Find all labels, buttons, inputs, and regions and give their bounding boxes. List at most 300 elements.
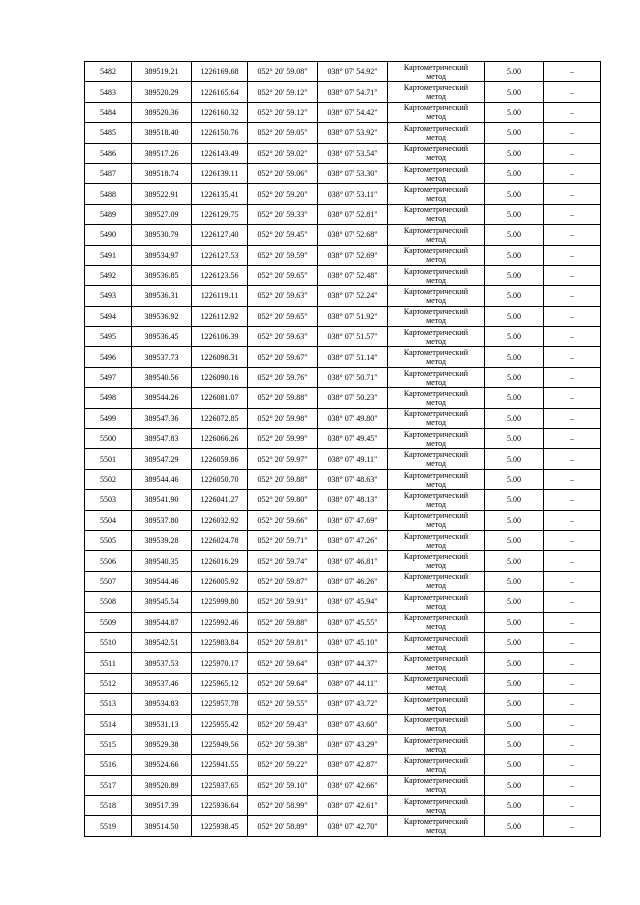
method-cell: [388, 204, 485, 224]
latitude-cell: 052° 20' 59.66": [248, 510, 318, 530]
method-line-2: метод: [426, 275, 446, 285]
longitude-cell: 038° 07' 52.68": [318, 225, 388, 245]
method-cell: [388, 388, 485, 408]
longitude-cell: 038° 07' 45.10": [318, 632, 388, 652]
x-coordinate-cell: 389545.54: [132, 592, 192, 612]
latitude-cell: 052° 20' 59.65": [248, 306, 318, 326]
point-number-cell: 5496: [85, 347, 132, 367]
point-number-cell: 5519: [85, 816, 132, 836]
method-line-1: Картометрический: [403, 62, 469, 72]
point-number-cell: 5486: [85, 143, 132, 163]
accuracy-cell: 5.00: [485, 327, 544, 347]
longitude-cell: 038° 07' 42.61": [318, 796, 388, 816]
point-number-cell: 5498: [85, 388, 132, 408]
latitude-cell: 052° 20' 59.97": [248, 449, 318, 469]
y-coordinate-cell: 1226123.56: [192, 265, 248, 285]
y-coordinate-cell: 1225937.65: [192, 775, 248, 795]
table-row: [85, 388, 601, 408]
x-coordinate-cell: 389520.36: [132, 102, 192, 122]
x-coordinate-cell: 389547.83: [132, 429, 192, 449]
note-cell: –: [544, 306, 601, 326]
method-line-1: Картометрический: [403, 103, 469, 113]
accuracy-cell: 5.00: [485, 755, 544, 775]
method-line-1: Картометрический: [403, 327, 469, 337]
longitude-cell: 038° 07' 49.11": [318, 449, 388, 469]
latitude-cell: 052° 20' 59.55": [248, 694, 318, 714]
method-line-1: Картометрический: [403, 185, 469, 195]
y-coordinate-cell: 1226119.11: [192, 286, 248, 306]
point-number-cell: 5499: [85, 408, 132, 428]
accuracy-cell: 5.00: [485, 62, 544, 82]
accuracy-cell: 5.00: [485, 694, 544, 714]
y-coordinate-cell: 1226032.92: [192, 510, 248, 530]
longitude-cell: 038° 07' 52.48": [318, 265, 388, 285]
accuracy-cell: 5.00: [485, 123, 544, 143]
method-cell: [388, 816, 485, 836]
note-cell: –: [544, 673, 601, 693]
longitude-cell: 038° 07' 49.45": [318, 429, 388, 449]
point-number-cell: 5487: [85, 163, 132, 183]
method-line-1: Картометрический: [403, 613, 469, 623]
method-line-1: Картометрический: [403, 205, 469, 215]
longitude-cell: 038° 07' 43.72": [318, 694, 388, 714]
method-line-1: Картометрический: [403, 755, 469, 765]
point-number-cell: 5489: [85, 204, 132, 224]
longitude-cell: 038° 07' 43.60": [318, 714, 388, 734]
x-coordinate-cell: 389518.74: [132, 163, 192, 183]
point-number-cell: 5513: [85, 694, 132, 714]
note-cell: –: [544, 347, 601, 367]
y-coordinate-cell: 1225983.84: [192, 632, 248, 652]
point-number-cell: 5509: [85, 612, 132, 632]
method-line-2: метод: [426, 173, 446, 183]
note-cell: –: [544, 469, 601, 489]
table-row: [85, 469, 601, 489]
table-row: [85, 592, 601, 612]
point-number-cell: 5512: [85, 673, 132, 693]
latitude-cell: 052° 20' 58.99": [248, 796, 318, 816]
x-coordinate-cell: 389520.29: [132, 82, 192, 102]
method-cell: [388, 530, 485, 550]
method-line-2: метод: [426, 663, 446, 673]
point-number-cell: 5517: [85, 775, 132, 795]
latitude-cell: 052° 20' 59.80": [248, 490, 318, 510]
latitude-cell: 052° 20' 59.63": [248, 327, 318, 347]
longitude-cell: 038° 07' 46.81": [318, 551, 388, 571]
longitude-cell: 038° 07' 44.11": [318, 673, 388, 693]
x-coordinate-cell: 389542.51: [132, 632, 192, 652]
longitude-cell: 038° 07' 51.57": [318, 327, 388, 347]
method-cell: [388, 653, 485, 673]
x-coordinate-cell: 389530.79: [132, 225, 192, 245]
table-row: [85, 184, 601, 204]
y-coordinate-cell: 1226050.70: [192, 469, 248, 489]
accuracy-cell: 5.00: [485, 551, 544, 571]
point-number-cell: 5497: [85, 367, 132, 387]
method-line-2: метод: [426, 540, 446, 550]
y-coordinate-cell: 1226016.29: [192, 551, 248, 571]
method-line-2: метод: [426, 601, 446, 611]
note-cell: –: [544, 571, 601, 591]
point-number-cell: 5488: [85, 184, 132, 204]
longitude-cell: 038° 07' 48.13": [318, 490, 388, 510]
table-row: [85, 796, 601, 816]
y-coordinate-cell: 1225992.46: [192, 612, 248, 632]
table-row: [85, 62, 601, 82]
x-coordinate-cell: 389524.66: [132, 755, 192, 775]
table-row: [85, 612, 601, 632]
method-cell: [388, 82, 485, 102]
x-coordinate-cell: 389541.90: [132, 490, 192, 510]
table-row: [85, 286, 601, 306]
method-line-1: Картометрический: [403, 368, 469, 378]
accuracy-cell: 5.00: [485, 347, 544, 367]
method-cell: [388, 225, 485, 245]
y-coordinate-cell: 1226090.16: [192, 367, 248, 387]
note-cell: –: [544, 225, 601, 245]
latitude-cell: 052° 20' 59.08": [248, 62, 318, 82]
x-coordinate-cell: 389522.91: [132, 184, 192, 204]
method-line-1: Картометрический: [403, 388, 469, 398]
note-cell: –: [544, 429, 601, 449]
accuracy-cell: 5.00: [485, 102, 544, 122]
table-row: [85, 429, 601, 449]
y-coordinate-cell: 1226127.53: [192, 245, 248, 265]
method-line-1: Картометрический: [403, 817, 469, 827]
latitude-cell: 052° 20' 59.43": [248, 714, 318, 734]
method-line-2: метод: [426, 71, 446, 81]
point-number-cell: 5516: [85, 755, 132, 775]
note-cell: –: [544, 204, 601, 224]
method-line-1: Картометрический: [403, 164, 469, 174]
accuracy-cell: 5.00: [485, 82, 544, 102]
x-coordinate-cell: 389518.40: [132, 123, 192, 143]
method-line-1: Картометрический: [403, 796, 469, 806]
latitude-cell: 052° 20' 59.74": [248, 551, 318, 571]
method-line-1: Картометрический: [403, 490, 469, 500]
note-cell: –: [544, 816, 601, 836]
method-cell: [388, 184, 485, 204]
table-row: [85, 225, 601, 245]
table-row: [85, 367, 601, 387]
x-coordinate-cell: 389520.89: [132, 775, 192, 795]
x-coordinate-cell: 389544.87: [132, 612, 192, 632]
method-line-1: Картометрический: [403, 123, 469, 133]
method-line-2: метод: [426, 357, 446, 367]
method-line-2: метод: [426, 295, 446, 305]
y-coordinate-cell: 1226150.76: [192, 123, 248, 143]
table-row: [85, 632, 601, 652]
method-line-1: Картометрический: [403, 307, 469, 317]
x-coordinate-cell: 389529.38: [132, 734, 192, 754]
method-line-2: метод: [426, 112, 446, 122]
method-line-2: метод: [426, 418, 446, 428]
y-coordinate-cell: 1226139.11: [192, 163, 248, 183]
note-cell: –: [544, 510, 601, 530]
longitude-cell: 038° 07' 46.26": [318, 571, 388, 591]
method-line-2: метод: [426, 153, 446, 163]
latitude-cell: 052° 20' 59.67": [248, 347, 318, 367]
longitude-cell: 038° 07' 52.24": [318, 286, 388, 306]
y-coordinate-cell: 1225941.55: [192, 755, 248, 775]
x-coordinate-cell: 389537.73: [132, 347, 192, 367]
longitude-cell: 038° 07' 50.23": [318, 388, 388, 408]
point-number-cell: 5503: [85, 490, 132, 510]
note-cell: –: [544, 327, 601, 347]
method-cell: [388, 347, 485, 367]
latitude-cell: 052° 20' 59.20": [248, 184, 318, 204]
accuracy-cell: 5.00: [485, 775, 544, 795]
method-line-1: Картометрический: [403, 348, 469, 358]
y-coordinate-cell: 1226005.92: [192, 571, 248, 591]
accuracy-cell: 5.00: [485, 184, 544, 204]
note-cell: –: [544, 612, 601, 632]
method-line-1: Картометрический: [403, 654, 469, 664]
accuracy-cell: 5.00: [485, 592, 544, 612]
point-number-cell: 5493: [85, 286, 132, 306]
point-number-cell: 5501: [85, 449, 132, 469]
x-coordinate-cell: 389517.39: [132, 796, 192, 816]
note-cell: –: [544, 102, 601, 122]
latitude-cell: 052° 20' 59.02": [248, 143, 318, 163]
latitude-cell: 052° 20' 59.99": [248, 429, 318, 449]
method-line-1: Картометрический: [403, 225, 469, 235]
method-line-1: Картометрический: [403, 694, 469, 704]
longitude-cell: 038° 07' 42.66": [318, 775, 388, 795]
latitude-cell: 052° 20' 59.65": [248, 265, 318, 285]
latitude-cell: 052° 20' 59.64": [248, 673, 318, 693]
accuracy-cell: 5.00: [485, 734, 544, 754]
accuracy-cell: 5.00: [485, 449, 544, 469]
point-number-cell: 5504: [85, 510, 132, 530]
longitude-cell: 038° 07' 47.69": [318, 510, 388, 530]
latitude-cell: 052° 20' 59.88": [248, 469, 318, 489]
latitude-cell: 052° 20' 58.89": [248, 816, 318, 836]
x-coordinate-cell: 389536.45: [132, 327, 192, 347]
latitude-cell: 052° 20' 59.12": [248, 102, 318, 122]
latitude-cell: 052° 20' 59.33": [248, 204, 318, 224]
accuracy-cell: 5.00: [485, 245, 544, 265]
x-coordinate-cell: 389519.21: [132, 62, 192, 82]
method-line-1: Картометрический: [403, 83, 469, 93]
method-cell: [388, 632, 485, 652]
accuracy-cell: 5.00: [485, 204, 544, 224]
method-line-1: Картометрический: [403, 144, 469, 154]
table-row: [85, 123, 601, 143]
x-coordinate-cell: 389534.83: [132, 694, 192, 714]
longitude-cell: 038° 07' 45.94": [318, 592, 388, 612]
method-line-1: Картометрический: [403, 572, 469, 582]
longitude-cell: 038° 07' 49.80": [318, 408, 388, 428]
method-cell: [388, 775, 485, 795]
note-cell: –: [544, 388, 601, 408]
method-cell: [388, 755, 485, 775]
table-row: [85, 82, 601, 102]
y-coordinate-cell: 1225957.78: [192, 694, 248, 714]
latitude-cell: 052° 20' 59.59": [248, 245, 318, 265]
x-coordinate-cell: 389540.35: [132, 551, 192, 571]
method-line-1: Картометрический: [403, 450, 469, 460]
method-line-2: метод: [426, 92, 446, 102]
y-coordinate-cell: 1226143.49: [192, 143, 248, 163]
method-cell: [388, 367, 485, 387]
method-line-2: метод: [426, 561, 446, 571]
method-cell: [388, 408, 485, 428]
note-cell: –: [544, 714, 601, 734]
point-number-cell: 5483: [85, 82, 132, 102]
latitude-cell: 052° 20' 59.06": [248, 163, 318, 183]
x-coordinate-cell: 389536.31: [132, 286, 192, 306]
table-row: [85, 734, 601, 754]
method-line-1: Картометрический: [403, 470, 469, 480]
point-number-cell: 5482: [85, 62, 132, 82]
longitude-cell: 038° 07' 51.92": [318, 306, 388, 326]
latitude-cell: 052° 20' 59.63": [248, 286, 318, 306]
y-coordinate-cell: 1226112.92: [192, 306, 248, 326]
table-row: [85, 265, 601, 285]
longitude-cell: 038° 07' 44.37": [318, 653, 388, 673]
accuracy-cell: 5.00: [485, 796, 544, 816]
table-row: [85, 143, 601, 163]
method-line-2: метод: [426, 805, 446, 815]
method-cell: [388, 306, 485, 326]
y-coordinate-cell: 1226081.07: [192, 388, 248, 408]
y-coordinate-cell: 1226059.86: [192, 449, 248, 469]
method-line-1: Картометрический: [403, 429, 469, 439]
method-line-2: метод: [426, 214, 446, 224]
accuracy-cell: 5.00: [485, 714, 544, 734]
accuracy-cell: 5.00: [485, 632, 544, 652]
point-number-cell: 5500: [85, 429, 132, 449]
longitude-cell: 038° 07' 53.54": [318, 143, 388, 163]
accuracy-cell: 5.00: [485, 673, 544, 693]
table-row: [85, 163, 601, 183]
y-coordinate-cell: 1226072.85: [192, 408, 248, 428]
method-cell: [388, 592, 485, 612]
x-coordinate-cell: 389540.56: [132, 367, 192, 387]
table-row: [85, 530, 601, 550]
note-cell: –: [544, 530, 601, 550]
method-line-2: метод: [426, 438, 446, 448]
table-row: [85, 571, 601, 591]
longitude-cell: 038° 07' 47.26": [318, 530, 388, 550]
longitude-cell: 038° 07' 43.29": [318, 734, 388, 754]
latitude-cell: 052° 20' 59.22": [248, 755, 318, 775]
point-number-cell: 5505: [85, 530, 132, 550]
latitude-cell: 052° 20' 59.45": [248, 225, 318, 245]
method-line-1: Картометрический: [403, 531, 469, 541]
method-cell: [388, 796, 485, 816]
method-line-2: метод: [426, 459, 446, 469]
method-line-1: Картометрический: [403, 735, 469, 745]
longitude-cell: 038° 07' 48.63": [318, 469, 388, 489]
method-line-2: метод: [426, 642, 446, 652]
y-coordinate-cell: 1226127.40: [192, 225, 248, 245]
x-coordinate-cell: 389539.28: [132, 530, 192, 550]
y-coordinate-cell: 1225936.64: [192, 796, 248, 816]
accuracy-cell: 5.00: [485, 286, 544, 306]
x-coordinate-cell: 389536.92: [132, 306, 192, 326]
method-cell: [388, 102, 485, 122]
point-number-cell: 5490: [85, 225, 132, 245]
accuracy-cell: 5.00: [485, 163, 544, 183]
accuracy-cell: 5.00: [485, 429, 544, 449]
accuracy-cell: 5.00: [485, 653, 544, 673]
table-row: [85, 714, 601, 734]
y-coordinate-cell: 1226066.26: [192, 429, 248, 449]
method-cell: [388, 490, 485, 510]
table-row: [85, 408, 601, 428]
table-row: [85, 204, 601, 224]
method-cell: [388, 734, 485, 754]
longitude-cell: 038° 07' 54.42": [318, 102, 388, 122]
x-coordinate-cell: 389537.46: [132, 673, 192, 693]
point-number-cell: 5518: [85, 796, 132, 816]
y-coordinate-cell: 1226169.68: [192, 62, 248, 82]
y-coordinate-cell: 1226041.27: [192, 490, 248, 510]
method-line-1: Картометрический: [403, 409, 469, 419]
method-line-2: метод: [426, 764, 446, 774]
accuracy-cell: 5.00: [485, 510, 544, 530]
note-cell: –: [544, 143, 601, 163]
latitude-cell: 052° 20' 59.88": [248, 388, 318, 408]
method-cell: [388, 62, 485, 82]
x-coordinate-cell: 389517.26: [132, 143, 192, 163]
method-line-2: метод: [426, 703, 446, 713]
table-row: [85, 551, 601, 571]
latitude-cell: 052° 20' 59.12": [248, 82, 318, 102]
method-line-1: Картометрический: [403, 776, 469, 786]
note-cell: –: [544, 449, 601, 469]
note-cell: –: [544, 123, 601, 143]
x-coordinate-cell: 389544.46: [132, 571, 192, 591]
method-line-2: метод: [426, 397, 446, 407]
note-cell: –: [544, 265, 601, 285]
latitude-cell: 052° 20' 59.91": [248, 592, 318, 612]
table-row: [85, 510, 601, 530]
point-number-cell: 5508: [85, 592, 132, 612]
method-line-2: метод: [426, 622, 446, 632]
point-number-cell: 5495: [85, 327, 132, 347]
method-cell: [388, 449, 485, 469]
note-cell: –: [544, 286, 601, 306]
table-row: [85, 755, 601, 775]
method-line-1: Картометрический: [403, 511, 469, 521]
method-line-2: метод: [426, 255, 446, 265]
latitude-cell: 052° 20' 59.10": [248, 775, 318, 795]
table-row: [85, 816, 601, 836]
accuracy-cell: 5.00: [485, 225, 544, 245]
method-cell: [388, 245, 485, 265]
x-coordinate-cell: 389537.80: [132, 510, 192, 530]
note-cell: –: [544, 551, 601, 571]
note-cell: –: [544, 592, 601, 612]
latitude-cell: 052° 20' 59.05": [248, 123, 318, 143]
y-coordinate-cell: 1226129.75: [192, 204, 248, 224]
method-cell: [388, 163, 485, 183]
latitude-cell: 052° 20' 59.81": [248, 632, 318, 652]
longitude-cell: 038° 07' 42.87": [318, 755, 388, 775]
method-cell: [388, 143, 485, 163]
method-line-1: Картометрический: [403, 552, 469, 562]
method-cell: [388, 327, 485, 347]
longitude-cell: 038° 07' 50.71": [318, 367, 388, 387]
y-coordinate-cell: 1225955.42: [192, 714, 248, 734]
latitude-cell: 052° 20' 59.71": [248, 530, 318, 550]
accuracy-cell: 5.00: [485, 143, 544, 163]
x-coordinate-cell: 389536.85: [132, 265, 192, 285]
latitude-cell: 052° 20' 59.76": [248, 367, 318, 387]
